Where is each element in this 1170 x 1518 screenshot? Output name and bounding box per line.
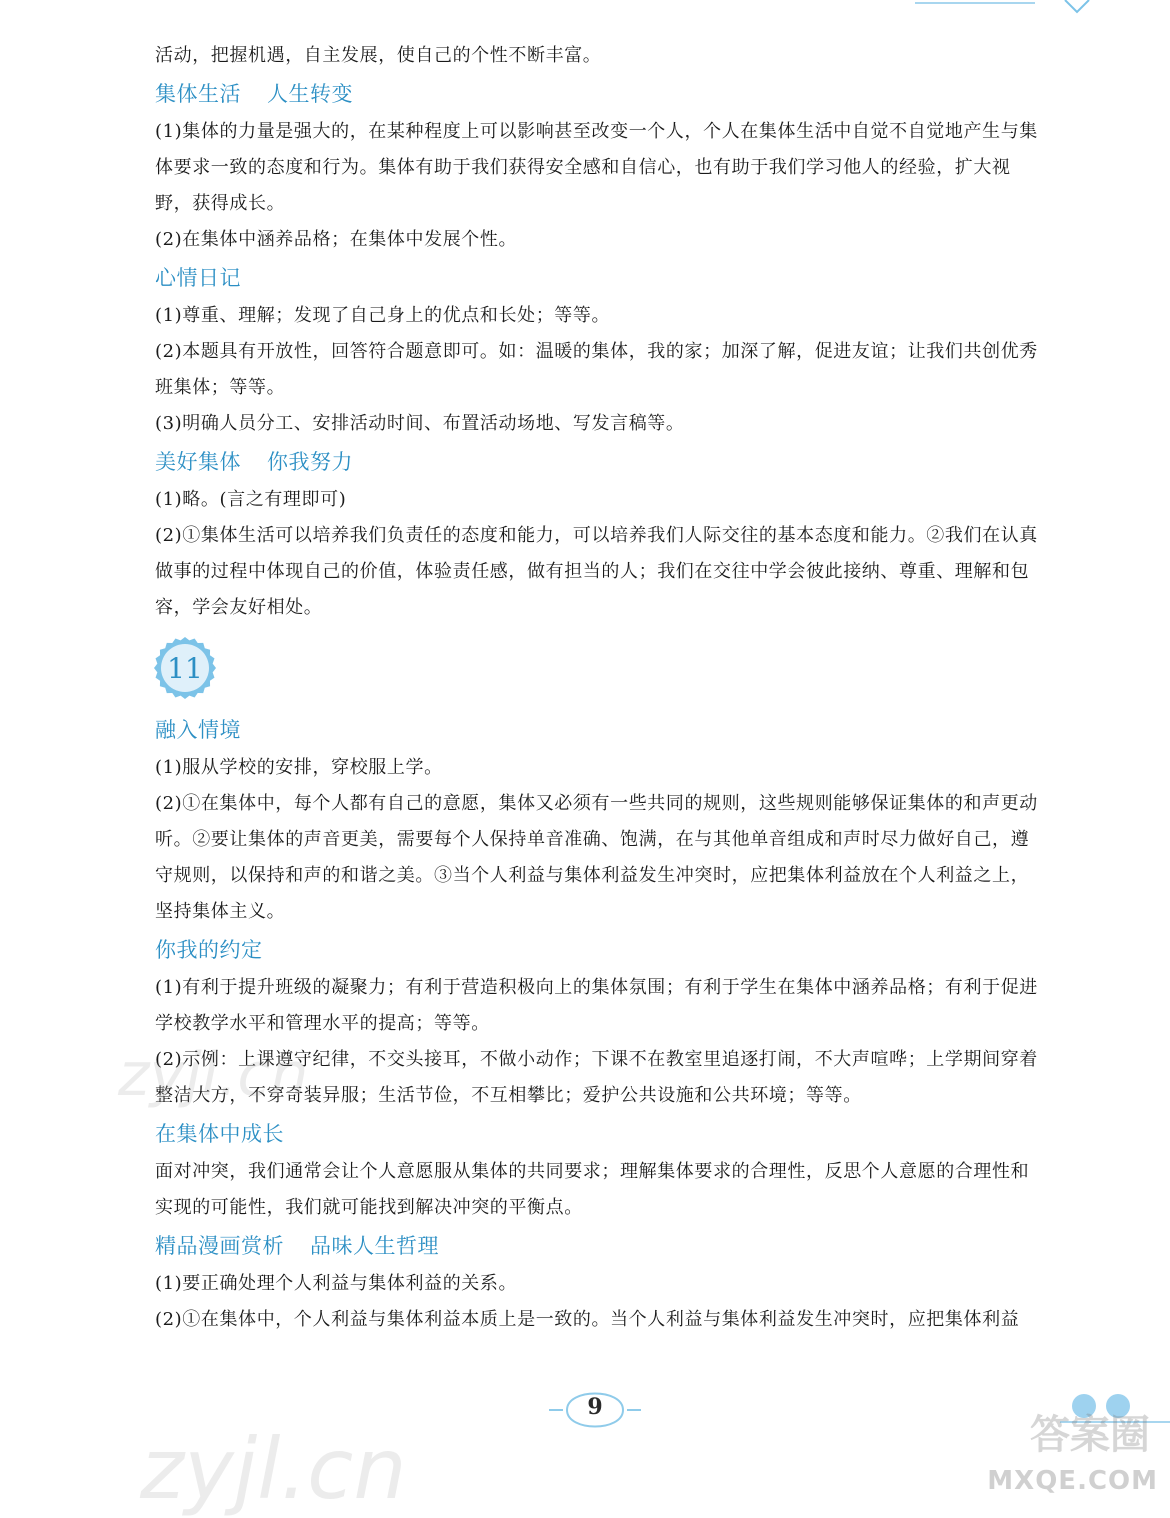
section-heading-part: 融入情境 <box>155 718 241 742</box>
section-heading-part: 人生转变 <box>267 82 353 106</box>
page-number-text: 9 <box>587 1394 603 1420</box>
section-heading-part: 集体生活 <box>155 82 241 106</box>
paragraph: 活动，把握机遇，自主发展，使自己的个性不断丰富。 <box>155 45 602 66</box>
section-heading <box>155 1226 1040 1266</box>
paragraph: 面对冲突，我们通常会让个人意愿服从集体的共同要求；理解集体要求的合理性，反思个人意愿的合理性和实现的可能性，我们就可能找到解决冲突的平衡点。 <box>155 1161 1030 1218</box>
section-heading-part: 你我的约定 <box>155 938 263 962</box>
paragraph: (1)有利于提升班级的凝聚力；有利于营造积极向上的集体氛围；有利于学生在集体中涵养品格；有利于促进学校教学水平和管理水平的提高；等等。 <box>155 977 1038 1034</box>
paragraph: (2)①集体生活可以培养我们负责任的态度和能力，可以培养我们人际交往的基本态度和能力。②我们在认真做事的过程中体现自己的价值，体验责任感，做有担当的人；我们在交往中学会彼此接纳、尊重、理解和包容，学会友好相处。 <box>155 525 1038 618</box>
paragraph: (1)要正确处理个人利益与集体利益的关系。 <box>155 1273 518 1294</box>
paragraph: (1)尊重、理解；发现了自己身上的优点和长处；等等。 <box>155 305 611 326</box>
section-heading-part: 品味人生哲理 <box>310 1234 439 1258</box>
section-heading-part: 你我努力 <box>267 450 353 474</box>
watermark-bottom: zyjl.cn <box>140 1420 407 1518</box>
paragraph: (2)①在集体中，个人利益与集体利益本质上是一致的。当个人利益与集体利益发生冲突时，应把集体利益 <box>155 1309 1020 1330</box>
paragraph: (2)①在集体中，每个人都有自己的意愿，集体又必须有一些共同的规则，这些规则能够保证集体的和声更动听。②要让集体的声音更美，需要每个人保持单音准确、饱满，在与其他单音组成和声时尽力做好自己，遵守规则，以保持和声的和谐之美。③当个人利益与集体利益发生冲突时，应把集体利益放在个人利益之上，坚持集体主义。 <box>155 793 1038 922</box>
paragraph: (2)在集体中涵养品格；在集体中发展个性。 <box>155 229 518 250</box>
answer-content <box>155 38 1040 1338</box>
chapter-number: 11 <box>167 652 203 685</box>
section-heading <box>155 710 1040 750</box>
section-heading-part: 精品漫画赏析 <box>155 1234 284 1258</box>
paragraph: (3)明确人员分工、安排活动时间、布置活动场地、写发言稿等。 <box>155 413 685 434</box>
site-logo: MXQE.COM <box>987 1466 1158 1496</box>
section-heading <box>155 1114 1040 1154</box>
paragraph: (1)略。(言之有理即可) <box>155 489 347 510</box>
section-heading <box>155 258 1040 298</box>
section-heading-part: 心情日记 <box>155 266 241 290</box>
watermark-mid: zyjl.cn <box>118 1040 309 1110</box>
section-heading <box>155 930 1040 970</box>
paragraph: (1)服从学校的安排，穿校服上学。 <box>155 757 443 778</box>
section-heading <box>155 442 1040 482</box>
top-decoration <box>915 0 1155 14</box>
chapter-badge <box>153 636 217 700</box>
paragraph: (2)本题具有开放性，回答符合题意即可。如：温暖的集体，我的家；加深了解，促进友谊；让我们共创优秀班集体；等等。 <box>155 341 1038 398</box>
page-number <box>545 1380 645 1440</box>
paragraph: (1)集体的力量是强大的，在某种程度上可以影响甚至改变一个人，个人在集体生活中自觉不自觉地产生与集体要求一致的态度和行为。集体有助于我们获得安全感和自信心，也有助于我们学习他人的经验，扩大视野，获得成长。 <box>155 121 1038 214</box>
site-logo-cn: 答案圈 <box>1030 1412 1150 1458</box>
section-heading-part: 在集体中成长 <box>155 1122 284 1146</box>
section-heading-part: 美好集体 <box>155 450 241 474</box>
paragraph: (2)示例：上课遵守纪律，不交头接耳，不做小动作；下课不在教室里追逐打闹，不大声喧哗；上学期间穿着整洁大方，不穿奇装异服；生活节俭，不互相攀比；爱护公共设施和公共环境；等等。 <box>155 1049 1038 1106</box>
section-heading <box>155 74 1040 114</box>
